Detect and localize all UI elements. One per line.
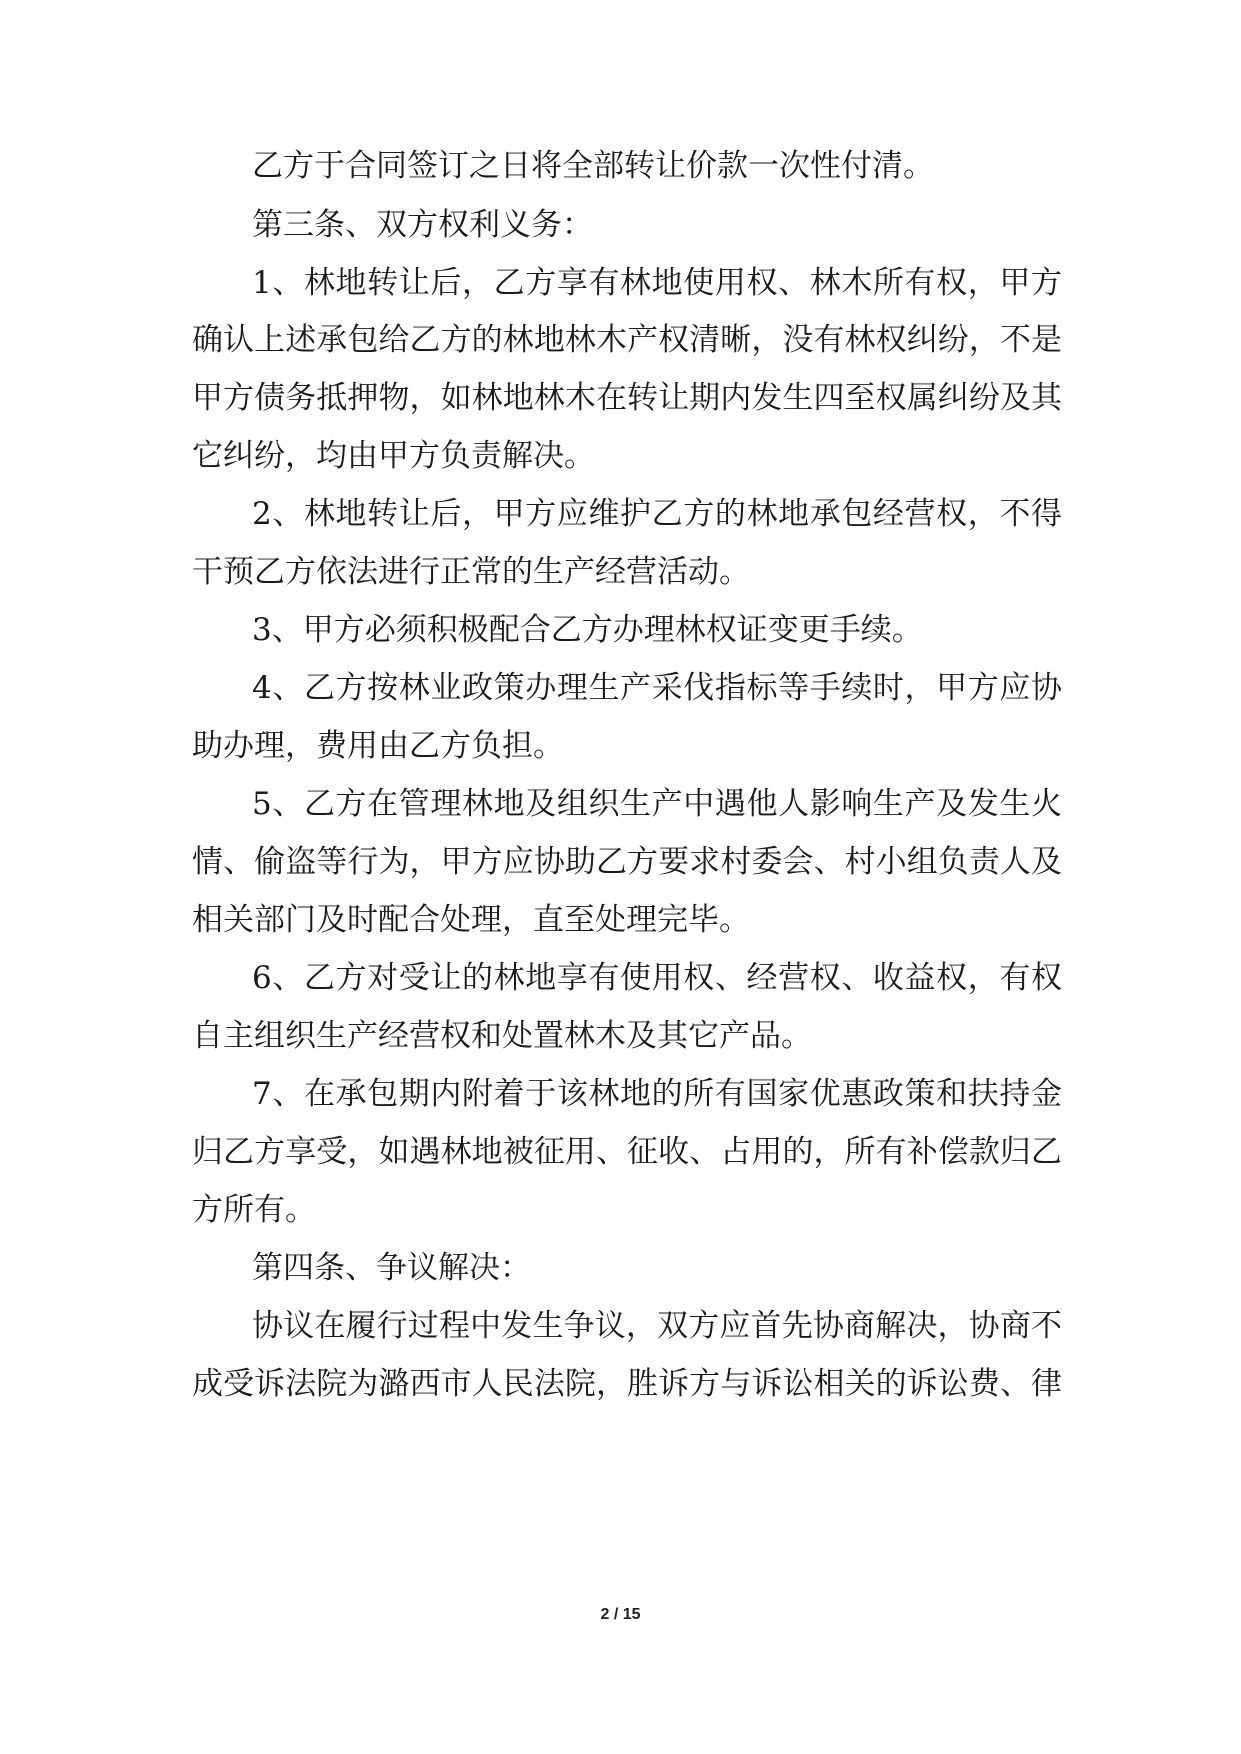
page-number: 2 / 15 <box>600 1606 641 1623</box>
section-heading: 第四条、争议解决： <box>252 1250 531 1286</box>
text-line: 成受诉法院为潞西市人民法院，胜诉方与诉讼相关的诉讼费、律 <box>192 1366 1062 1402</box>
text-line: 助办理，费用由乙方负担。 <box>192 728 564 764</box>
text-line: 自主组织生产经营权和处置林木及其它产品。 <box>192 1018 812 1054</box>
text-line: 3、甲方必须积极配合乙方办理林权证变更手续。 <box>252 612 923 648</box>
text-line: 方所有。 <box>192 1192 316 1228</box>
text-line: 7、在承包期内附着于该林地的所有国家优惠政策和扶持金 <box>252 1076 1062 1112</box>
text-line: 2、林地转让后，甲方应维护乙方的林地承包经营权，不得 <box>252 496 1062 532</box>
text-line: 1、林地转让后，乙方享有林地使用权、林木所有权，甲方 <box>252 265 1062 301</box>
text-line: 情、偷盗等行为，甲方应协助乙方要求村委会、村小组负责人及 <box>192 844 1062 880</box>
text-line: 6、乙方对受让的林地享有使用权、经营权、收益权，有权 <box>252 960 1062 996</box>
text-line: 它纠纷，均由甲方负责解决。 <box>192 438 595 474</box>
text-line: 乙方于合同签订之日将全部转让价款一次性付清。 <box>252 148 934 184</box>
text-line: 甲方债务抵押物，如林地林木在转让期内发生四至权属纠纷及其 <box>192 380 1062 416</box>
text-line: 相关部门及时配合处理，直至处理完毕。 <box>192 902 750 938</box>
text-line: 干预乙方依法进行正常的生产经营活动。 <box>192 554 750 590</box>
text-line: 确认上述承包给乙方的林地林木产权清晰，没有林权纠纷，不是 <box>192 322 1062 358</box>
section-heading: 第三条、双方权利义务： <box>252 207 593 243</box>
text-line: 归乙方享受，如遇林地被征用、征收、占用的，所有补偿款归乙 <box>192 1134 1062 1170</box>
text-line: 5、乙方在管理林地及组织生产中遇他人影响生产及发生火 <box>252 786 1062 822</box>
text-line: 4、乙方按林业政策办理生产采伐指标等手续时，甲方应协 <box>252 670 1062 706</box>
text-line: 协议在履行过程中发生争议，双方应首先协商解决，协商不 <box>252 1308 1062 1344</box>
